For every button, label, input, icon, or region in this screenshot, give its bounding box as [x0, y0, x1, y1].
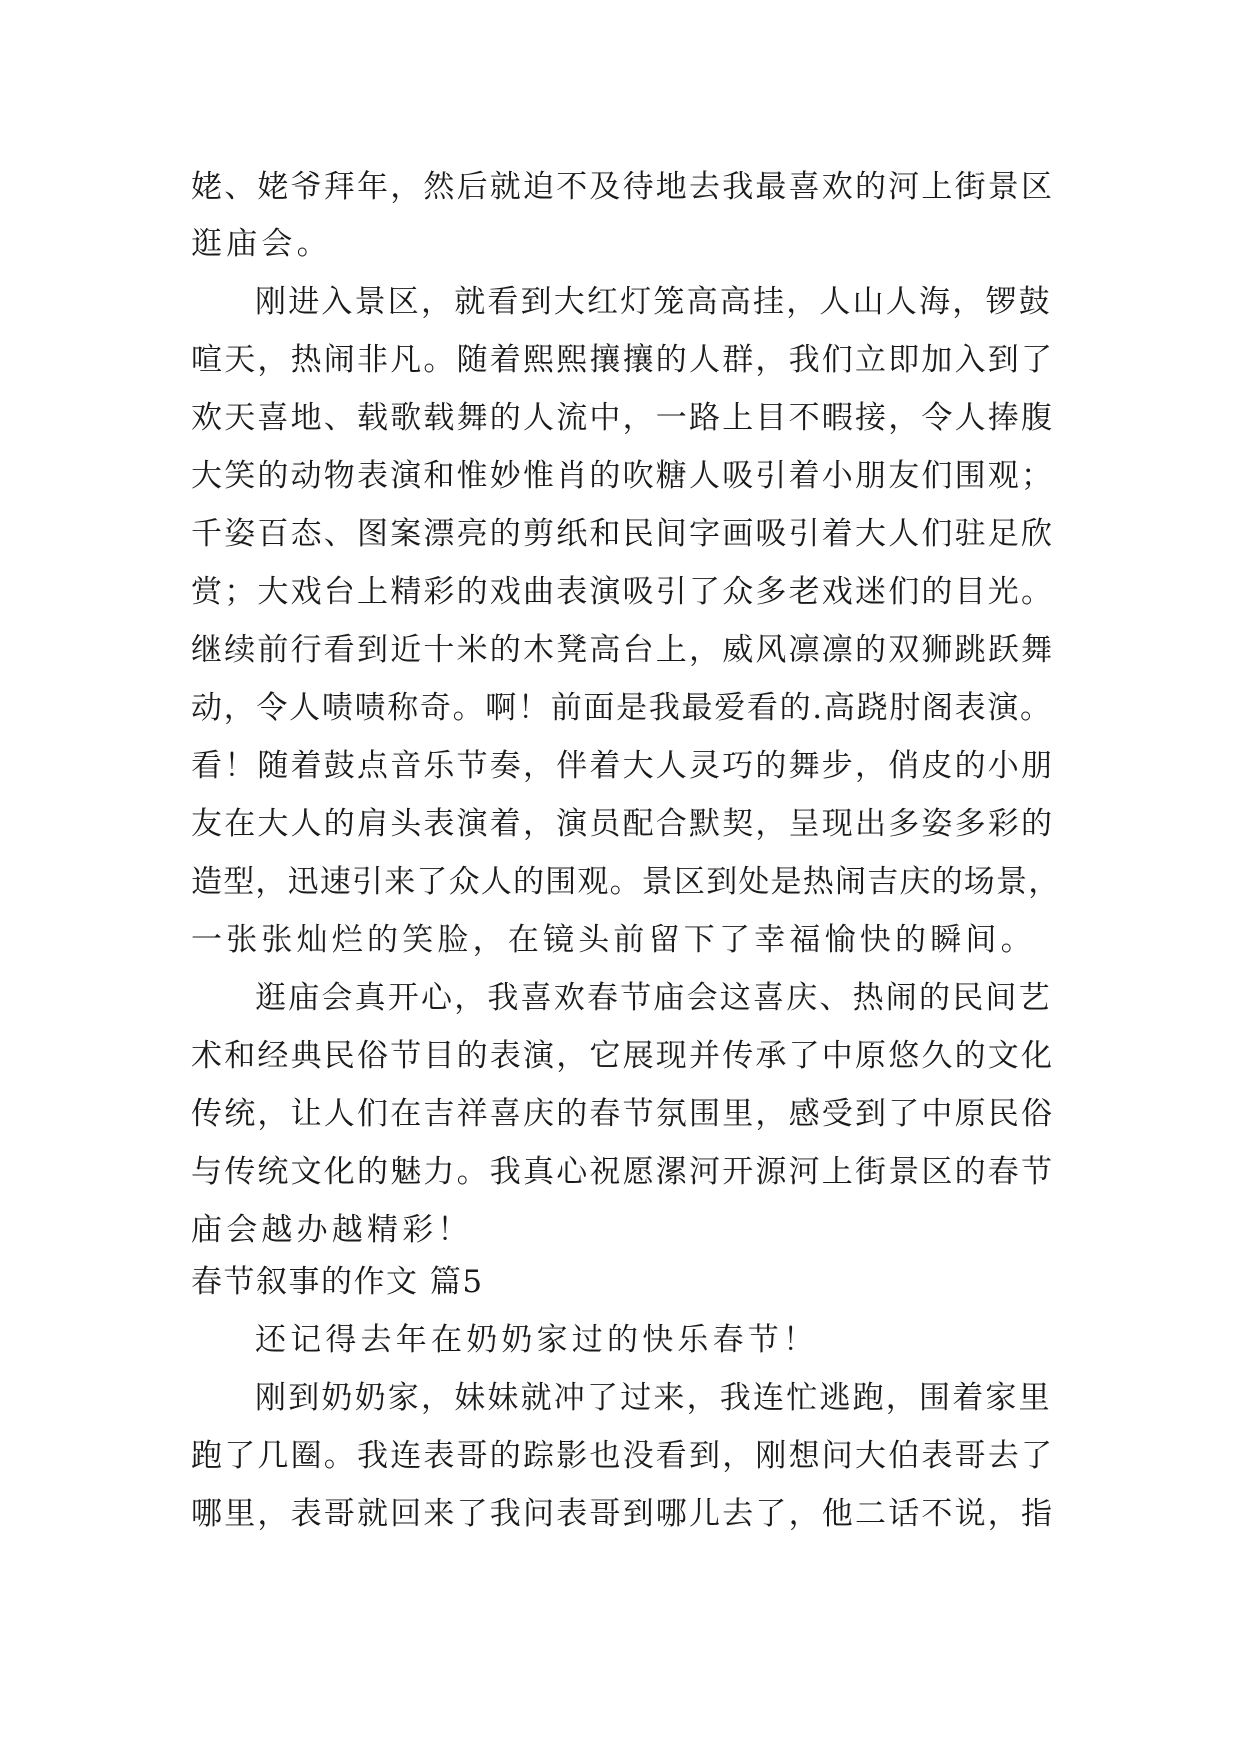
text-line: 与传统文化的魅力。我真心祝愿漯河开源河上街景区的春节: [191, 1154, 1055, 1190]
text-line: 造型，迅速引来了众人的围观。景区到处是热闹吉庆的场景，: [191, 864, 1061, 900]
paragraph-first-line: 刚进入景区，就看到大红灯笼高高挂，人山人海，锣鼓: [255, 284, 1052, 320]
text-line: 看！随着鼓点音乐节奏，伴着大人灵巧的舞步，俏皮的小朋: [191, 748, 1055, 784]
paragraph-first-line: 刚到奶奶家，妹妹就冲了过来，我连忙逃跑，围着家里: [255, 1380, 1052, 1416]
text-line: 庙会越办越精彩！: [191, 1212, 473, 1248]
section-heading: 春节叙事的作文 篇5: [191, 1264, 484, 1300]
paragraph-first-line: 还记得去年在奶奶家过的快乐春节！: [255, 1322, 819, 1358]
text-line: 友在大人的肩头表演着，演员配合默契，呈现出多姿多彩的: [191, 806, 1055, 842]
text-line: 欢天喜地、载歌载舞的人流中，一路上目不暇接，令人捧腹: [191, 400, 1055, 436]
text-line: 传统，让人们在吉祥喜庆的春节氛围里，感受到了中原民俗: [191, 1096, 1055, 1132]
paragraph-first-line: 逛庙会真开心，我喜欢春节庙会这喜庆、热闹的民间艺: [255, 980, 1052, 1016]
text-line: 逛庙会。: [191, 226, 332, 262]
text-line: 跑了几圈。我连表哥的踪影也没看到，刚想问大伯表哥去了: [191, 1438, 1055, 1474]
text-line: 千姿百态、图案漂亮的剪纸和民间字画吸引着大人们驻足欣: [191, 516, 1055, 552]
text-line: 哪里，表哥就回来了我问表哥到哪儿去了，他二话不说，指: [191, 1496, 1055, 1532]
text-line: 喧天，热闹非凡。随着熙熙攘攘的人群，我们立即加入到了: [191, 342, 1055, 378]
text-line: 继续前行看到近十米的木凳高台上，威风凛凛的双狮跳跃舞: [191, 632, 1055, 668]
text-line: 姥、姥爷拜年，然后就迫不及待地去我最喜欢的河上街景区: [191, 169, 1055, 205]
text-line: 术和经典民俗节目的表演，它展现并传承了中原悠久的文化: [191, 1038, 1055, 1074]
text-line: 赏；大戏台上精彩的戏曲表演吸引了众多老戏迷们的目光。: [191, 574, 1055, 610]
text-line: 一张张灿烂的笑脸，在镜头前留下了幸福愉快的瞬间。: [191, 922, 1036, 958]
text-line: 大笑的动物表演和惟妙惟肖的吹糖人吸引着小朋友们围观；: [191, 458, 1055, 494]
text-line: 动，令人啧啧称奇。啊！前面是我最爱看的.高跷肘阁表演。: [191, 690, 1053, 726]
